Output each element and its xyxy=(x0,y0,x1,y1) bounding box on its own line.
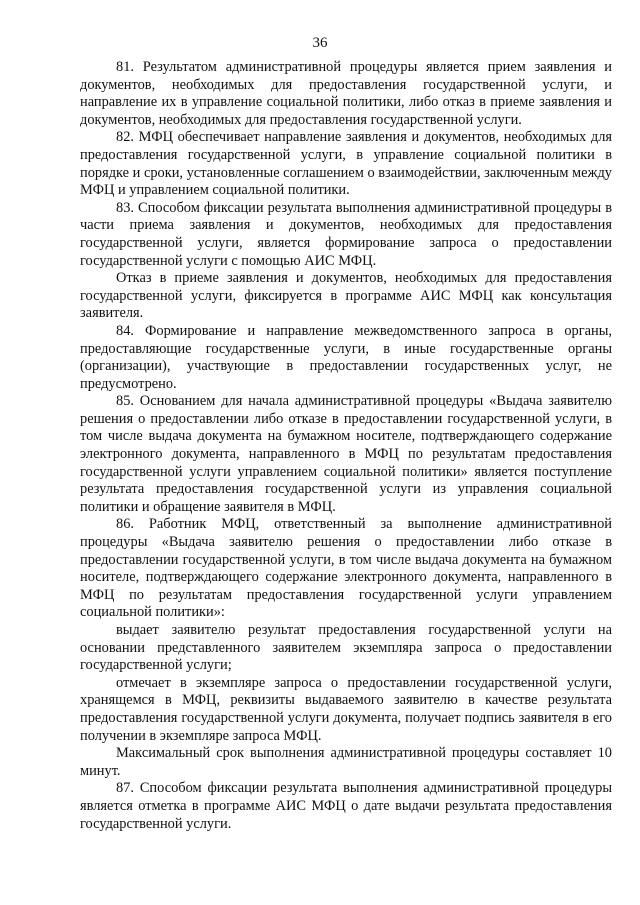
paragraph-86-item-issue: выдает заявителю результат предоставления государственной услуги на основании представленного заявителем экземпляра запроса о предоставлении государственной услуги; xyxy=(80,622,612,674)
paragraph-83-refusal: Отказ в приеме заявления и документов, необходимых для предоставления государственной услуги, фиксируется в программе АИС МФЦ как консультация заявителя. xyxy=(80,270,612,322)
paragraph-84: 84. Формирование и направление межведомственного запроса в органы, предоставляющие государственные услуги, в иные государственные органы (организации), участвующие в предоставлении государственных услуг, не предусмотрено. xyxy=(80,322,612,392)
document-body xyxy=(80,59,612,833)
paragraph-86-item-mark: отмечает в экземпляре запроса о предоставлении государственной услуги, хранящемся в МФЦ, реквизиты выдаваемого заявителю в качестве результата предоставления государственной услуги документа, получает подпись заявителя в его получении в экземпляре запроса МФЦ. xyxy=(80,674,612,744)
paragraph-max-duration: Максимальный срок выполнения административной процедуры составляет 10 минут. xyxy=(80,745,612,779)
paragraph-85: 85. Основанием для начала административной процедуры «Выдача заявителю решения о предоставлении либо отказе в предоставлении государственной услуги, в том числе выдача документа на бумажном носителе, подтверждающего содержание электронного документа, направленного в МФЦ по результатам предоставления государственной услуги управлением социальной политики» является поступление результата предоставления государственной услуги из управления социальной политики и обращение заявителя в МФЦ. xyxy=(80,393,612,515)
paragraph-83: 83. Способом фиксации результата выполнения административной процедуры в части приема заявления и документов, необходимых для предоставления государственной услуги, является формирование запроса о предоставлении государственной услуги с помощью АИС МФЦ. xyxy=(80,199,612,269)
paragraph-87: 87. Способом фиксации результата выполнения административной процедуры является отметка в программе АИС МФЦ о дате выдачи результата предоставления государственной услуги. xyxy=(80,780,612,832)
paragraph-82: 82. МФЦ обеспечивает направление заявления и документов, необходимых для предоставления государственной услуги, в управление социальной политики в порядке и сроки, установленные соглашением о взаимодействии, заключенным между МФЦ и управлением социальной политики. xyxy=(80,129,612,199)
page-number: 36 xyxy=(312,35,328,51)
paragraph-81: 81. Результатом административной процедуры является прием заявления и документов, необходимых для предоставления государственной услуги, и направление их в управление социальной политики, либо отказ в приеме заявления и документов, необходимых для предоставления государственной услуги. xyxy=(80,59,612,128)
paragraph-86: 86. Работник МФЦ, ответственный за выполнение административной процедуры «Выдача заявителю решения о предоставлении либо отказе в предоставлении государственной услуги, в том числе выдача документа на бумажном носителе, подтверждающего содержание электронного документа, направленного в МФЦ по результатам предоставления государственной услуги управлением социальной политики»: xyxy=(80,516,612,621)
